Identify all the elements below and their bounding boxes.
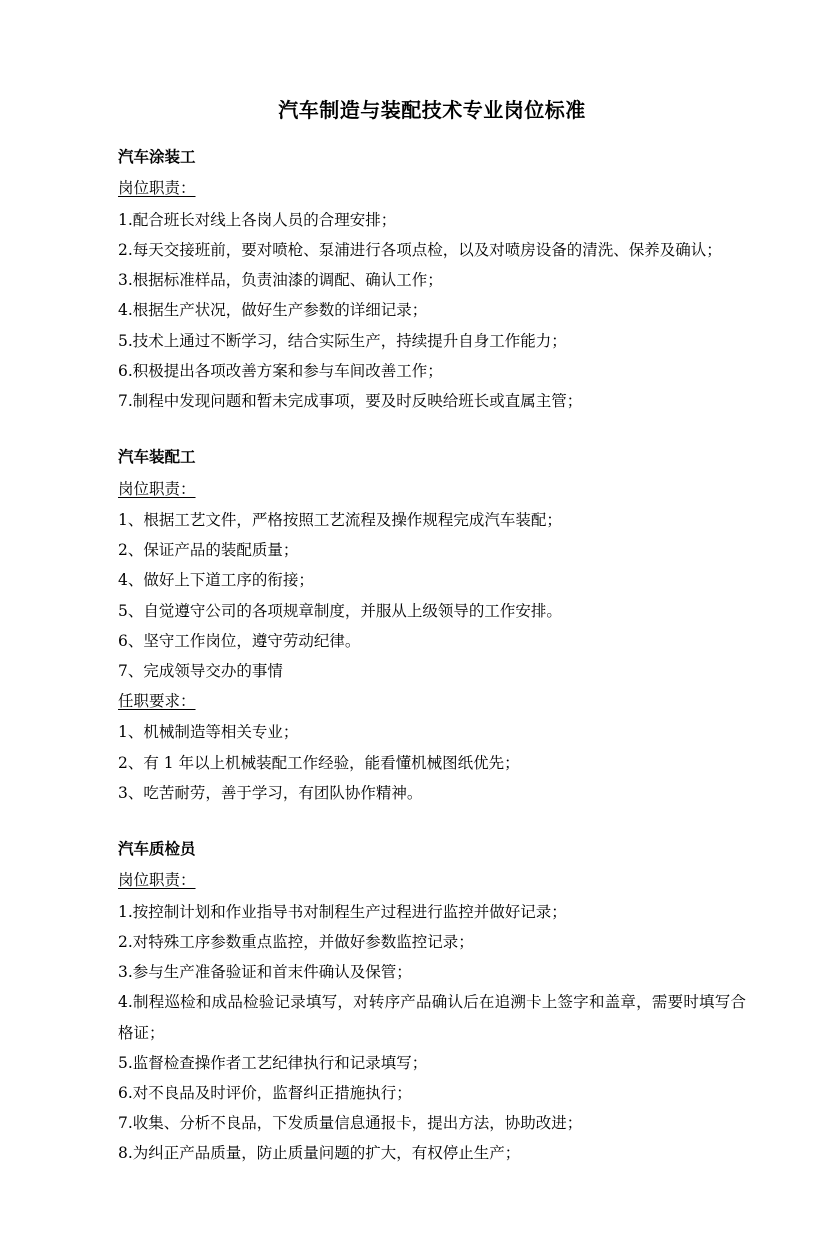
page-title: 汽车制造与装配技术专业岗位标准 xyxy=(278,98,586,122)
paragraph: 8.为纠正产品质量，防止质量问题的扩大，有权停止生产； xyxy=(118,1144,521,1163)
paragraph: 2.每天交接班前，要对喷枪、泵浦进行各项点检，以及对喷房设备的清洗、保养及确认； xyxy=(118,240,722,259)
paragraph: 3、吃苦耐劳，善于学习，有团队协作精神。 xyxy=(118,783,423,802)
paragraph: 6.对不良品及时评价，监督纠正措施执行； xyxy=(118,1084,412,1102)
paragraph: 1.按控制计划和作业指导书对制程生产过程进行监控并做好记录； xyxy=(118,902,567,921)
subheading-text: 岗位职责： xyxy=(118,179,196,198)
section-heading: 汽车涂装工 xyxy=(118,147,196,166)
paragraph: 1、机械制造等相关专业； xyxy=(118,723,299,742)
paragraph: 7、完成领导交办的事情 xyxy=(118,661,283,680)
section-heading: 汽车装配工 xyxy=(118,447,196,467)
document-section xyxy=(118,142,746,416)
subheading-text: 岗位职责： xyxy=(118,871,196,890)
section-subheading xyxy=(118,686,746,716)
paragraph: 2、保证产品的装配质量； xyxy=(118,541,299,560)
paragraph: 5、自觉遵守公司的各项规章制度，并服从上级领导的工作安排。 xyxy=(118,601,562,620)
paragraph: 4.根据生产状况，做好生产参数的详细记录； xyxy=(118,301,428,320)
paragraph: 7.收集、分析不良品，下发质量信息通报卡，提出方法，协助改进； xyxy=(118,1114,583,1133)
paragraph: 7.制程中发现问题和暂未完成事项，要及时反映给班长或直属主管； xyxy=(118,391,583,410)
section-subheading xyxy=(118,865,746,895)
paragraph: 4.制程巡检和成品检验记录填写，对转序产品确认后在追溯卡上签字和盖章，需要时填写合格证； xyxy=(118,993,746,1042)
paragraph: 1.配合班长对线上各岗人员的合理安排； xyxy=(118,210,397,229)
paragraph: 2、有 1 年以上机械装配工作经验，能看懂机械图纸优先； xyxy=(118,753,520,772)
paragraph: 5.技术上通过不断学习，结合实际生产，持续提升自身工作能力； xyxy=(118,331,567,350)
paragraph: 6、坚守工作岗位，遵守劳动纪律。 xyxy=(118,631,361,650)
subheading-text: 岗位职责： xyxy=(118,479,196,498)
paragraph: 5.监督检查操作者工艺纪律执行和记录填写； xyxy=(118,1053,428,1072)
paragraph: 6.积极提出各项改善方案和参与车间改善工作； xyxy=(118,361,443,380)
section-subheading xyxy=(118,173,746,203)
document-body xyxy=(118,142,746,1169)
paragraph: 4、做好上下道工序的衔接； xyxy=(118,571,314,590)
paragraph: 1、根据工艺文件，严格按照工艺流程及操作规程完成汽车装配； xyxy=(118,510,562,529)
paragraph: 2.对特殊工序参数重点监控，并做好参数监控记录； xyxy=(118,932,474,951)
section-subheading xyxy=(118,474,746,504)
paragraph: 3.参与生产准备验证和首末件确认及保管； xyxy=(118,963,412,982)
document-section xyxy=(118,834,746,1169)
paragraph: 3.根据标准样品，负责油漆的调配、确认工作； xyxy=(118,271,443,290)
document-section xyxy=(118,442,746,808)
subheading-text: 任职要求： xyxy=(118,692,196,711)
section-heading: 汽车质检员 xyxy=(118,839,196,859)
